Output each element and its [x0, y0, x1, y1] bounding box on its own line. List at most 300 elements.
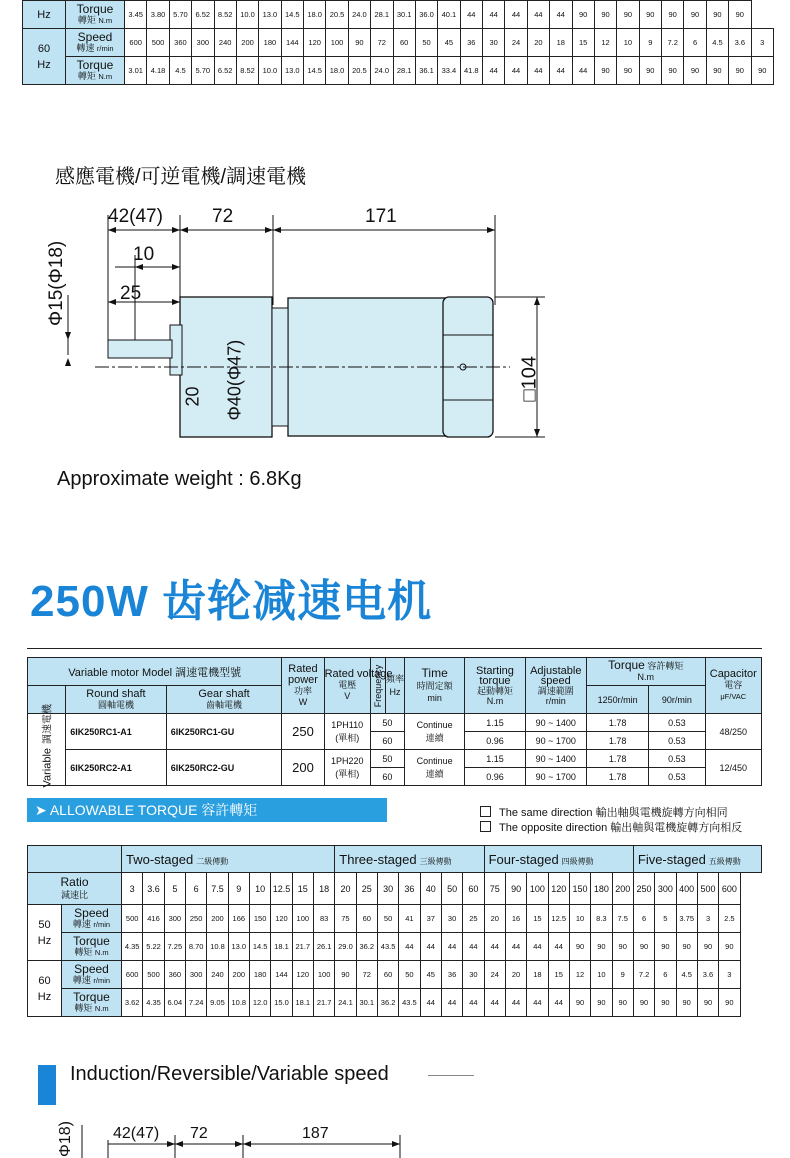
torque-table-cell: 44	[420, 989, 441, 1017]
top-table-cell: 144	[281, 29, 303, 57]
header-time: Time 時間定額 min	[405, 658, 465, 714]
side-label: Variable調速電機	[28, 714, 66, 786]
torque-table-cell: 250	[185, 905, 206, 933]
torque-table-cell: 30.1	[356, 989, 377, 1017]
stage-header: Two-staged 二級傳動	[122, 846, 335, 873]
top-table-cell: 90	[684, 1, 706, 29]
ratio-value: 300	[655, 873, 676, 905]
torque-table-cell: 37	[420, 905, 441, 933]
torque-table-cell: 90	[676, 989, 697, 1017]
torque-table-cell: 44	[484, 989, 505, 1017]
top-table-cell: 18.0	[304, 1, 326, 29]
torque-table-cell: 41	[399, 905, 420, 933]
torque-table-cell: 90	[612, 989, 633, 1017]
top-table-cell: 10.0	[236, 1, 258, 29]
torque-table-cell: 44	[548, 933, 569, 961]
ratio-value: 250	[633, 873, 654, 905]
ratio-value: 40	[420, 873, 441, 905]
ratio-value: 180	[591, 873, 612, 905]
torque-90: 0.53	[649, 750, 705, 768]
torque-table-cell: 3.6	[697, 961, 718, 989]
top-table-cell: 90	[348, 29, 370, 57]
top-table-cell: 44	[550, 1, 572, 29]
stage-header: Four-staged 四級傳動	[484, 846, 633, 873]
top-table-cell: 44	[572, 57, 594, 85]
top-table-cell: 600	[125, 29, 147, 57]
top-table-cell: 90	[594, 1, 616, 29]
torque-table-cell: 44	[441, 933, 462, 961]
starting-torque: 1.15	[465, 714, 525, 732]
rated-power: 200	[282, 750, 324, 786]
top-table-cell: 30	[483, 29, 505, 57]
top-table-cell: 41.8	[460, 57, 482, 85]
torque-table-cell: 20	[484, 905, 505, 933]
torque-table-cell: 43.5	[399, 989, 420, 1017]
torque-1250: 1.78	[586, 714, 648, 732]
ratio-value: 20	[335, 873, 356, 905]
torque-table-cell: 5.22	[143, 933, 164, 961]
torque-table-cell: 24.1	[335, 989, 356, 1017]
top-table-cell: 8.52	[214, 1, 236, 29]
torque-table-cell: 7.2	[633, 961, 654, 989]
row-label: Speed 轉速 r/min	[62, 905, 122, 933]
top-table-cell: 90	[572, 1, 594, 29]
legend-same-direction: The same direction 輸出軸與電機旋轉方向相同	[480, 804, 728, 820]
torque-table-cell: 44	[505, 989, 526, 1017]
dim-72: 72	[212, 206, 234, 227]
dim2-187: 187	[302, 1125, 329, 1142]
torque-table-row	[28, 905, 762, 933]
top-table-cell: 60	[393, 29, 415, 57]
section-2-title: Induction/Reversible/Variable speed	[70, 1063, 389, 1085]
torque-table-cell: 4.5	[676, 961, 697, 989]
header-round-shaft: Round shaft 圓軸電機	[66, 686, 167, 714]
top-table-cell: 6.52	[192, 1, 214, 29]
top-table-cell: 90	[706, 57, 728, 85]
torque-table-cell: 90	[335, 961, 356, 989]
header-rated-power: Rated power 功率 W	[282, 658, 324, 714]
legend-box-same	[480, 806, 491, 817]
dim-10: 10	[133, 244, 155, 265]
torque-table-cell: 44	[505, 933, 526, 961]
dim-pilot-diameter: Φ40(Φ47)	[224, 339, 245, 421]
top-table-cell: 45	[438, 29, 460, 57]
torque-table-cell: 600	[122, 961, 143, 989]
torque-table-cell: 416	[143, 905, 164, 933]
ratio-value: 50	[441, 873, 462, 905]
top-table-cell: 36.1	[415, 57, 437, 85]
torque-table-cell: 18	[527, 961, 548, 989]
freq-cell: 60 Hz	[28, 961, 62, 1017]
ratio-value: 500	[697, 873, 718, 905]
torque-table-cell: 30	[441, 905, 462, 933]
rated-voltage: 1PH110 (單相)	[324, 714, 370, 750]
torque-table-cell: 90	[719, 989, 740, 1017]
top-table-cell: 5.70	[192, 57, 214, 85]
top-table-cell: 120	[304, 29, 326, 57]
torque-table-cell: 36	[441, 961, 462, 989]
top-table-cell: 44	[527, 1, 549, 29]
top-table-cell: 18	[550, 29, 572, 57]
top-table-cell: 20.5	[348, 57, 370, 85]
torque-table-cell: 200	[207, 905, 228, 933]
top-table-cell: 4.18	[147, 57, 169, 85]
torque-table-cell: 90	[612, 933, 633, 961]
torque-table-row	[28, 933, 762, 961]
top-table-cell: 90	[662, 57, 684, 85]
torque-table-cell: 3.75	[676, 905, 697, 933]
ratio-value: 30	[377, 873, 398, 905]
motor-drawing-1	[40, 195, 560, 455]
torque-table-cell: 90	[697, 989, 718, 1017]
torque-table-cell: 90	[591, 933, 612, 961]
torque-table-cell: 9.05	[207, 989, 228, 1017]
torque-table-cell: 10.8	[228, 989, 249, 1017]
top-table-cell: 13.0	[259, 1, 281, 29]
top-table-cell: 9	[639, 29, 661, 57]
torque-table-cell: 36.2	[377, 989, 398, 1017]
torque-table-cell: 500	[122, 905, 143, 933]
torque-table-cell: 90	[655, 989, 676, 1017]
spec-row	[28, 714, 762, 732]
top-table-cell: 14.5	[281, 1, 303, 29]
torque-90: 0.53	[649, 768, 705, 786]
top-table-cell: 12	[594, 29, 616, 57]
torque-table-cell: 9	[612, 961, 633, 989]
row-label-torque-50: Torque 轉矩 N.m	[66, 1, 125, 29]
torque-table-cell: 20	[505, 961, 526, 989]
freq-cell: 50 Hz	[28, 905, 62, 961]
torque-table-cell: 26.1	[313, 933, 334, 961]
top-table-cell: 100	[326, 29, 348, 57]
torque-table-cell: 120	[271, 905, 292, 933]
ratio-value: 75	[484, 873, 505, 905]
round-shaft-model: 6IK250RC1-A1	[66, 714, 167, 750]
dim2-shaft-diameter: Φ18)	[56, 1121, 74, 1157]
torque-table-cell: 144	[271, 961, 292, 989]
rated-power: 250	[282, 714, 324, 750]
drawing-1-title: 感應電機/可逆電機/調速電機	[55, 166, 307, 188]
torque-table-cell: 6	[655, 961, 676, 989]
top-table-cell: 36.0	[415, 1, 437, 29]
torque-table-cell: 8.70	[185, 933, 206, 961]
torque-table-cell: 44	[463, 989, 484, 1017]
torque-1250: 1.78	[586, 750, 648, 768]
top-table-cell: 90	[639, 57, 661, 85]
dim-frame: □104	[518, 356, 541, 402]
frequency: 60	[370, 732, 404, 750]
top-table-cell: 90	[729, 1, 751, 29]
top-table-cell: 200	[236, 29, 258, 57]
torque-table-cell: 90	[697, 933, 718, 961]
torque-table-row	[28, 989, 762, 1017]
ratio-value: 15	[292, 873, 313, 905]
top-table-cell: 28.1	[393, 57, 415, 85]
torque-table-cell: 90	[655, 933, 676, 961]
dim-shaft-diameter: Φ15(Φ18)	[46, 240, 67, 326]
row-label: Speed 轉速 r/min	[62, 961, 122, 989]
top-table-cell: 10.0	[259, 57, 281, 85]
torque-table	[27, 845, 762, 1017]
torque-table-cell: 6.04	[164, 989, 185, 1017]
ratio-value: 6	[185, 873, 206, 905]
torque-table-cell: 24	[484, 961, 505, 989]
row-label: Torque 轉矩 N.m	[62, 933, 122, 961]
torque-table-cell: 50	[399, 961, 420, 989]
ratio-value: 7.5	[207, 873, 228, 905]
top-table-cell: 44	[483, 1, 505, 29]
top-table-cell: 72	[371, 29, 393, 57]
top-table-cell: 3.6	[729, 29, 751, 57]
top-table-cell: 13.0	[281, 57, 303, 85]
torque-table-cell: 5	[655, 905, 676, 933]
ratio-value: 400	[676, 873, 697, 905]
top-table-cell: 24	[505, 29, 527, 57]
row-label: Torque 轉矩 N.m	[62, 989, 122, 1017]
torque-table-cell: 44	[527, 933, 548, 961]
adjustable-speed: 90 ~ 1400	[525, 750, 586, 768]
torque-table-cell: 10	[591, 961, 612, 989]
torque-table-cell: 60	[377, 961, 398, 989]
torque-table-cell: 12	[569, 961, 590, 989]
torque-table-cell: 90	[569, 933, 590, 961]
torque-table-cell: 16	[505, 905, 526, 933]
adjustable-speed: 90 ~ 1700	[525, 768, 586, 786]
torque-table-cell: 44	[420, 933, 441, 961]
top-table-cell: 90	[617, 1, 639, 29]
frequency: 50	[370, 750, 404, 768]
ratio-value: 10	[249, 873, 270, 905]
top-table-cell: 4.5	[169, 57, 191, 85]
top-table-cell: 90	[684, 57, 706, 85]
capacitor: 12/450	[705, 750, 761, 786]
torque-table-cell: 90	[719, 933, 740, 961]
spec-table	[27, 648, 762, 786]
stage-corner	[28, 846, 122, 873]
header-torque-90: 90r/min	[649, 686, 705, 714]
top-table-cell: 3	[751, 29, 774, 57]
capacitor: 48/250	[705, 714, 761, 750]
gear-shaft-model: 6IK250RC2-GU	[166, 750, 282, 786]
top-table-cell: 90	[662, 1, 684, 29]
top-table-cell: 44	[483, 57, 505, 85]
torque-table-cell: 3.62	[122, 989, 143, 1017]
torque-1250: 1.78	[586, 732, 648, 750]
torque-1250: 1.78	[586, 768, 648, 786]
torque-table-cell: 14.5	[249, 933, 270, 961]
torque-table-cell: 12.5	[548, 905, 569, 933]
starting-torque: 1.15	[465, 750, 525, 768]
time-rating: Continue 連續	[405, 714, 465, 750]
starting-torque: 0.96	[465, 732, 525, 750]
top-table-cell: 3.01	[125, 57, 147, 85]
ratio-value: 3	[122, 873, 143, 905]
torque-table-cell: 8.3	[591, 905, 612, 933]
torque-table-cell: 18.1	[271, 933, 292, 961]
torque-table-cell: 72	[356, 961, 377, 989]
top-table-cell: 90	[594, 57, 616, 85]
torque-table-cell: 10	[569, 905, 590, 933]
torque-table-cell: 60	[356, 905, 377, 933]
torque-table-cell: 44	[441, 989, 462, 1017]
torque-table-cell: 240	[207, 961, 228, 989]
top-table-cell: 24.0	[371, 57, 393, 85]
dim2-42: 42(47)	[113, 1125, 160, 1142]
torque-table-cell: 200	[228, 961, 249, 989]
torque-table-cell: 12.0	[249, 989, 270, 1017]
torque-table-row	[28, 961, 762, 989]
torque-table-cell: 45	[420, 961, 441, 989]
torque-table-cell: 100	[313, 961, 334, 989]
top-table-cell: 90	[639, 1, 661, 29]
ratio-value: 150	[569, 873, 590, 905]
torque-table-cell: 44	[484, 933, 505, 961]
top-table-cell: 180	[259, 29, 281, 57]
ratio-value: 600	[719, 873, 740, 905]
torque-table-cell: 30	[463, 961, 484, 989]
allowable-torque-bar: ➤ ALLOWABLE TORQUE 容許轉矩	[27, 798, 387, 822]
section-2-rule	[428, 1075, 474, 1076]
torque-90: 0.53	[649, 732, 705, 750]
top-table-cell: 44	[505, 1, 527, 29]
top-table-cell: 44	[527, 57, 549, 85]
top-table-cell: 50	[415, 29, 437, 57]
header-adjustable-speed: Adjustable speed 調速範圍 r/min	[525, 658, 586, 714]
stage-header: Five-staged 五級傳動	[633, 846, 761, 873]
ratio-value: 9	[228, 873, 249, 905]
header-torque: Torque 容許轉矩 N.m	[586, 658, 705, 686]
torque-table-cell: 25	[463, 905, 484, 933]
torque-table-cell: 7.25	[164, 933, 185, 961]
stage-header: Three-staged 三級傳動	[335, 846, 484, 873]
ratio-value: 200	[612, 873, 633, 905]
approximate-weight: Approximate weight : 6.8Kg	[57, 468, 302, 490]
top-table-cell: 10	[617, 29, 639, 57]
top-table-cell: 4.5	[706, 29, 728, 57]
torque-table-cell: 29.0	[335, 933, 356, 961]
ratio-value: 5	[164, 873, 185, 905]
top-table-cell: 44	[550, 57, 572, 85]
adjustable-speed: 90 ~ 1400	[525, 714, 586, 732]
header-torque-1250: 1250r/min	[586, 686, 648, 714]
ratio-value: 36	[399, 873, 420, 905]
torque-table-cell: 7.5	[612, 905, 633, 933]
torque-table-cell: 3	[697, 905, 718, 933]
torque-table-cell: 180	[249, 961, 270, 989]
torque-table-cell: 100	[292, 905, 313, 933]
torque-table-cell: 15.0	[271, 989, 292, 1017]
top-table-cell: 90	[751, 57, 774, 85]
torque-table-cell: 15	[527, 905, 548, 933]
top-table-cell: 6.52	[214, 57, 236, 85]
top-table-cell: 20	[527, 29, 549, 57]
header-frequency-cn: 頻率 Hz	[385, 658, 404, 714]
ratio-value: 12.5	[271, 873, 292, 905]
top-table-cell: 3.45	[125, 1, 147, 29]
top-table-cell: 24.0	[348, 1, 370, 29]
torque-table-cell: 36.2	[356, 933, 377, 961]
torque-table-cell: 44	[527, 989, 548, 1017]
ratio-value: 60	[463, 873, 484, 905]
round-shaft-model: 6IK250RC2-A1	[66, 750, 167, 786]
row-label-torque-60: Torque 轉矩 N.m	[66, 57, 125, 85]
section-heading: 250W 齿轮减速电机	[30, 577, 433, 626]
torque-table-cell: 43.5	[377, 933, 398, 961]
dim-20: 20	[182, 386, 203, 407]
torque-table-cell: 166	[228, 905, 249, 933]
starting-torque: 0.96	[465, 768, 525, 786]
rated-voltage: 1PH220 (單相)	[324, 750, 370, 786]
torque-table-cell: 3	[719, 961, 740, 989]
ratio-label: Ratio 減速比	[28, 873, 122, 905]
gear-shaft-model: 6IK250RC1-GU	[166, 714, 282, 750]
top-table-cell: 6	[684, 29, 706, 57]
frequency: 50	[370, 714, 404, 732]
dim-25: 25	[120, 283, 142, 304]
torque-table-cell: 4.35	[143, 989, 164, 1017]
frequency: 60	[370, 768, 404, 786]
ratio-value: 100	[527, 873, 548, 905]
top-table-cell: 20.5	[326, 1, 348, 29]
torque-table-cell: 83	[313, 905, 334, 933]
torque-table-cell: 90	[633, 989, 654, 1017]
torque-table-cell: 90	[633, 933, 654, 961]
top-table-cell: 90	[729, 57, 751, 85]
top-table-cell: 240	[214, 29, 236, 57]
dim2-72: 72	[190, 1125, 208, 1142]
top-table-cell: 500	[147, 29, 169, 57]
torque-table-cell: 18.1	[292, 989, 313, 1017]
torque-table-cell: 44	[399, 933, 420, 961]
torque-table-cell: 300	[185, 961, 206, 989]
top-table-cell: 30.1	[393, 1, 415, 29]
top-table-cell: 90	[706, 1, 728, 29]
top-table-cell: 15	[572, 29, 594, 57]
top-table-cell: 8.52	[236, 57, 258, 85]
row-label-speed-60: Speed 轉速 r/min	[66, 29, 125, 57]
top-table-cell: 5.70	[169, 1, 191, 29]
header-starting-torque: Starting torque 起動轉矩 N.m	[465, 658, 525, 714]
top-table-cell: 90	[617, 57, 639, 85]
dim-171: 171	[365, 206, 397, 227]
top-table-cell: 18.0	[326, 57, 348, 85]
header-rated-voltage: Rated voltage 電壓 V	[324, 658, 370, 714]
torque-table-cell: 13.0	[228, 933, 249, 961]
torque-table-cell: 90	[569, 989, 590, 1017]
ratio-value: 18	[313, 873, 334, 905]
top-table	[22, 0, 774, 85]
top-table-cell: 44	[460, 1, 482, 29]
top-table-cell: 28.1	[371, 1, 393, 29]
torque-table-cell: 360	[164, 961, 185, 989]
torque-table-cell: 50	[377, 905, 398, 933]
top-table-cell: 300	[192, 29, 214, 57]
header-frequency: Frequency	[370, 658, 385, 714]
section-2-marker	[38, 1065, 56, 1105]
top-table-cell: 360	[169, 29, 191, 57]
top-table-cell: 33.4	[438, 57, 460, 85]
adjustable-speed: 90 ~ 1700	[525, 732, 586, 750]
torque-table-cell: 15	[548, 961, 569, 989]
dim-42: 42(47)	[108, 206, 163, 227]
torque-table-cell: 21.7	[292, 933, 313, 961]
torque-table-cell: 21.7	[313, 989, 334, 1017]
torque-table-cell: 2.5	[719, 905, 740, 933]
freq-60-cell: 60 Hz	[23, 29, 66, 85]
ratio-value: 25	[356, 873, 377, 905]
header-capacitor: Capacitor 電容 μF/VAC	[705, 658, 761, 714]
top-table-cell: 7.2	[662, 29, 684, 57]
